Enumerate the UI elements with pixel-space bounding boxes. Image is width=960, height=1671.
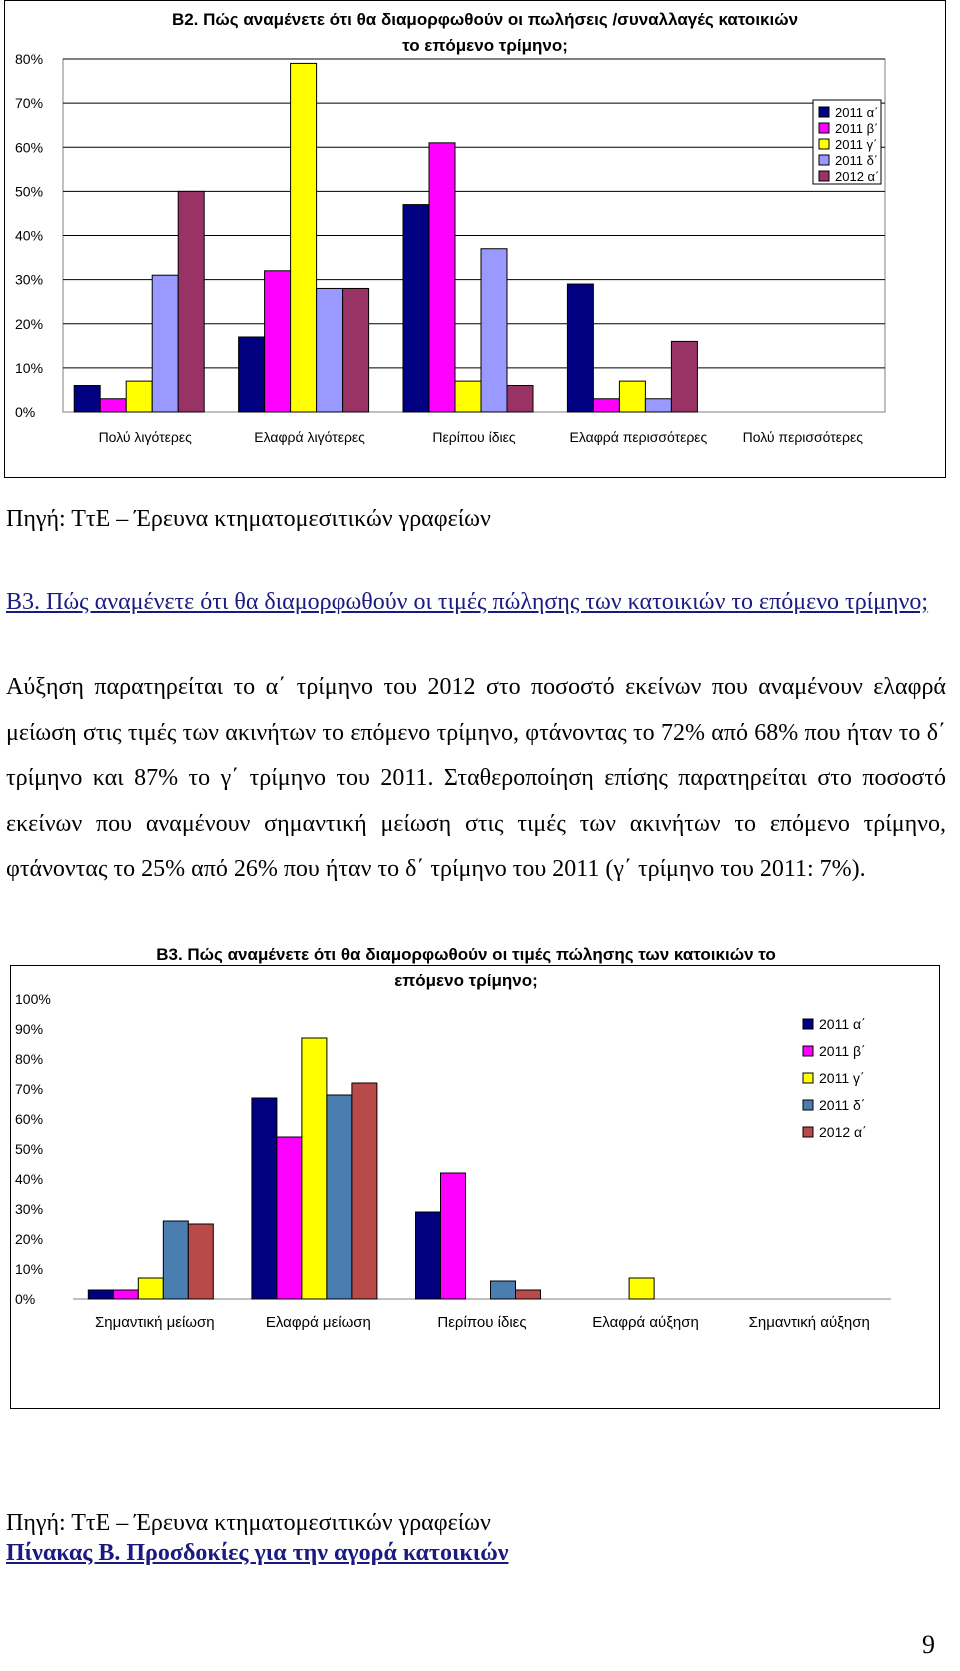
y-tick-label: 70% — [15, 95, 44, 112]
legend-label: 2011 α΄ — [819, 1016, 866, 1032]
y-tick-label: 50% — [15, 1141, 44, 1157]
bar — [455, 381, 481, 412]
table-b-label: Πίνακας Β. Προσδοκίες για την αγορά κατοικιών — [6, 1540, 509, 1566]
bar — [152, 275, 178, 412]
y-tick-label: 20% — [15, 315, 44, 332]
bar — [593, 399, 619, 412]
y-tick-label: 40% — [15, 1171, 44, 1187]
bar — [403, 205, 429, 412]
bar — [100, 399, 126, 412]
bar — [126, 381, 152, 412]
y-tick-label: 80% — [15, 1051, 44, 1067]
source-note-1: Πηγή: ΤτΕ – Έρευνα κτηματομεσιτικών γραφείων — [6, 506, 491, 532]
y-tick-label: 10% — [15, 1261, 44, 1277]
legend-label: 2011 δ΄ — [819, 1097, 866, 1113]
bar — [302, 1038, 327, 1299]
y-tick-label: 50% — [15, 183, 44, 200]
x-category-label: Περίπου ίδιες — [437, 1314, 527, 1331]
bar — [327, 1095, 352, 1299]
bar — [619, 381, 645, 412]
legend-swatch — [819, 139, 829, 149]
x-category-label: Ελαφρά περισσότερες — [569, 429, 708, 445]
bar — [163, 1221, 188, 1299]
bar — [291, 63, 317, 412]
legend-label: 2011 β΄ — [819, 1043, 866, 1059]
legend-label: 2011 γ΄ — [835, 137, 878, 152]
bar — [429, 143, 455, 412]
legend-label: 2011 α΄ — [835, 105, 879, 120]
x-category-label: Ελαφρά λιγότερες — [254, 429, 365, 445]
b3-heading: B3. Πώς αναμένετε ότι θα διαμορφωθούν οι τιμές πώλησης των κατοικιών το επόμενο τρίμηνο; — [6, 589, 929, 615]
y-tick-label: 100% — [15, 991, 51, 1007]
bar — [671, 341, 697, 412]
legend-swatch — [819, 155, 829, 165]
chart-b2 — [5, 1, 947, 479]
bar — [178, 191, 204, 412]
chart-b3 — [11, 945, 941, 1410]
bar — [645, 399, 671, 412]
x-category-label: Σημαντική αύξηση — [748, 1314, 870, 1331]
bar — [138, 1278, 163, 1299]
bar — [491, 1281, 516, 1299]
legend-label: 2012 α΄ — [819, 1124, 867, 1140]
y-tick-label: 30% — [15, 271, 44, 288]
legend-swatch — [803, 1100, 813, 1110]
y-tick-label: 10% — [15, 359, 44, 376]
legend-label: 2011 δ΄ — [835, 153, 879, 168]
y-tick-label: 20% — [15, 1231, 44, 1247]
chart-title-line: επόμενο τρίμηνο; — [394, 971, 538, 990]
x-category-label: Πολύ λιγότερες — [98, 429, 192, 445]
page-number: 9 — [922, 1630, 935, 1659]
chart-title-line: το επόμενο τρίμηνο; — [402, 36, 568, 55]
y-tick-label: 0% — [15, 1291, 36, 1307]
bar — [481, 249, 507, 412]
bar — [277, 1137, 302, 1299]
chart-b2-frame — [4, 0, 946, 478]
legend-swatch — [819, 123, 829, 133]
bar — [416, 1212, 441, 1299]
chart-title-line: B3. Πώς αναμένετε ότι θα διαμορφωθούν οι τιμές πώλησης των κατοικιών το — [156, 945, 776, 964]
b3-paragraph: Αύξηση παρατηρείται το α΄ τρίμηνο του 2012 στο ποσοστό εκείνων που αναμένουν ελαφρά μείωση στις τιμές των ακινήτων το επόμενο τρίμηνο, φτάνοντας το 72% από 68% που ήταν το δ΄ τρίμηνο και 87% το γ΄ τρίμηνο του 2011. Σταθεροποίηση επίσης παρατηρείται στο ποσοστό εκείνων που αναμένουν σημαντική μείωση στις τιμές των ακινήτων το επόμενο τρίμηνο, φτάνοντας το 25% από 26% που ήταν το δ΄ τρίμηνο του 2011 (γ΄ τρίμηνο του 2011: 7%). — [6, 674, 946, 882]
bar — [507, 386, 533, 412]
y-tick-label: 40% — [15, 227, 44, 244]
legend-swatch — [803, 1073, 813, 1083]
y-tick-label: 30% — [15, 1201, 44, 1217]
bar — [441, 1173, 466, 1299]
bar — [516, 1290, 541, 1299]
legend-swatch — [819, 107, 829, 117]
y-tick-label: 80% — [15, 51, 44, 67]
x-category-label: Πολύ περισσότερες — [742, 429, 864, 445]
bar — [343, 288, 369, 412]
x-category-label: Περίπου ίδιες — [432, 429, 516, 445]
source-note-2: Πηγή: ΤτΕ – Έρευνα κτηματομεσιτικών γραφείων — [6, 1510, 491, 1536]
x-category-label: Ελαφρά αύξηση — [592, 1314, 699, 1331]
y-tick-label: 60% — [15, 1111, 44, 1127]
legend-swatch — [803, 1046, 813, 1056]
bar — [188, 1224, 213, 1299]
bar — [567, 284, 593, 412]
bar — [88, 1290, 113, 1299]
bar — [252, 1098, 277, 1299]
legend-swatch — [803, 1127, 813, 1137]
bar — [352, 1083, 377, 1299]
x-category-label: Ελαφρά μείωση — [265, 1314, 371, 1331]
legend-swatch — [803, 1019, 813, 1029]
y-tick-label: 60% — [15, 139, 44, 156]
x-category-label: Σημαντική μείωση — [94, 1314, 215, 1331]
bar — [239, 337, 265, 412]
legend-label: 2011 β΄ — [835, 121, 879, 136]
y-tick-label: 90% — [15, 1021, 44, 1037]
legend-label: 2011 γ΄ — [819, 1070, 865, 1086]
y-tick-label: 70% — [15, 1081, 44, 1097]
legend-swatch — [819, 171, 829, 181]
bar — [629, 1278, 654, 1299]
bar — [265, 271, 291, 412]
bar — [74, 386, 100, 412]
bar — [113, 1290, 138, 1299]
chart-b3-frame — [10, 945, 940, 1409]
y-tick-label: 0% — [15, 404, 36, 420]
legend-label: 2012 α΄ — [835, 169, 880, 184]
chart-title-line: B2. Πώς αναμένετε ότι θα διαμορφωθούν οι πωλήσεις /συναλλαγές κατοικιών — [171, 10, 799, 29]
bar — [317, 288, 343, 412]
